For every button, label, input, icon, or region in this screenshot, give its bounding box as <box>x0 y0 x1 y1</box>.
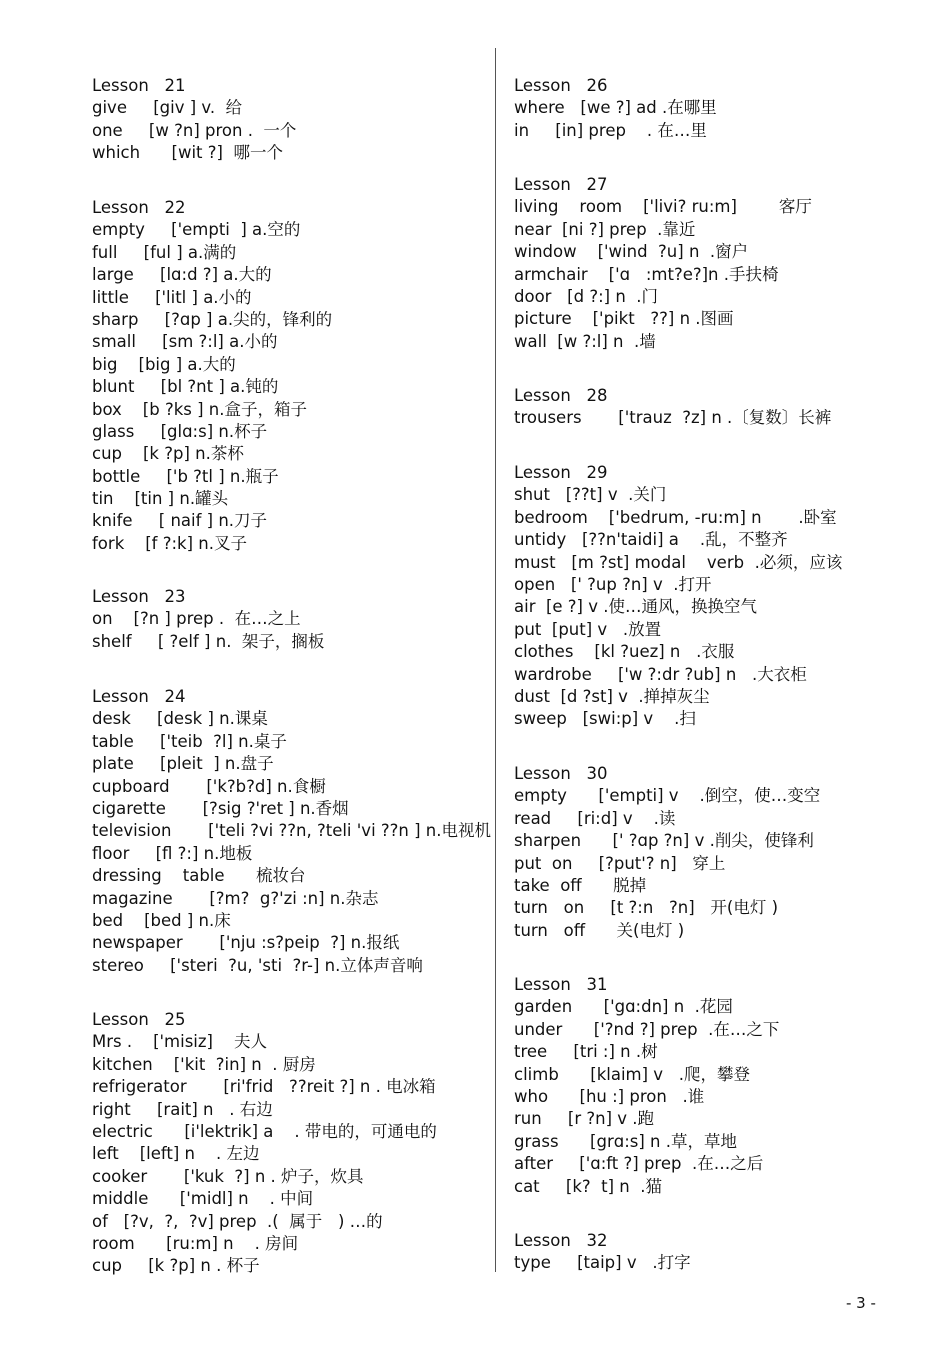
vocab-entry: untidy [??n'taidi] a .乱，不整齐 <box>514 530 788 550</box>
vocab-entry: stereo ['steri ?u, 'sti ?r-] n.立体声音响 <box>92 955 423 975</box>
vocab-entry: glass [glɑ:s] n.杯子 <box>92 421 268 441</box>
vocab-entry: turn on [t ?:n ?n] 开(电灯 ) <box>514 898 779 918</box>
lesson-title: Lesson 23 <box>92 587 186 606</box>
vocab-entry: after ['ɑ:ft ?] prep .在…之后 <box>514 1154 764 1174</box>
lesson-title: Lesson 21 <box>92 76 186 95</box>
vocab-entry: television ['teli ?vi ??n, ?teli 'vi ??n ] n.电视机 <box>92 821 491 841</box>
vocab-entry: electric [i'lektrik] a . 带电的，可通电的 <box>92 1121 437 1141</box>
vocab-entry: under ['?nd ?] prep .在…之下 <box>514 1019 780 1039</box>
vocab-entry: open [' ?up ?n] v .打开 <box>514 574 712 594</box>
lesson-title: Lesson 22 <box>92 198 186 217</box>
lesson-title: Lesson 24 <box>92 687 186 706</box>
vocab-entry: garden ['gɑ:dn] n .花园 <box>514 997 733 1017</box>
column-divider <box>495 48 496 1272</box>
vocab-entry: in [in] prep . 在…里 <box>514 120 707 140</box>
lesson-block <box>92 686 491 977</box>
lesson-block <box>514 75 934 142</box>
vocab-entry: give [giv ] v. 给 <box>92 98 243 118</box>
vocab-entry: box [b ?ks ] n.盒子，箱子 <box>92 399 307 419</box>
vocab-entry: near [ni ?] prep .靠近 <box>514 219 696 239</box>
vocab-entry: knife [ naif ] n.刀子 <box>92 511 268 531</box>
vocab-entry: plate [pleit ] n.盘子 <box>92 754 274 774</box>
vocab-entry: tin [tin ] n.罐头 <box>92 489 229 509</box>
lesson-title: Lesson 31 <box>514 975 608 994</box>
lesson-title: Lesson 26 <box>514 76 608 95</box>
vocab-entry: big [big ] a.大的 <box>92 354 236 374</box>
vocab-entry: blunt [bl ?nt ] a.钝的 <box>92 377 279 397</box>
vocab-entry: bed [bed ] n.床 <box>92 910 231 930</box>
lesson-title: Lesson 29 <box>514 463 608 482</box>
lesson-block <box>514 763 934 942</box>
vocab-entry: Mrs . ['misiz] 夫人 <box>92 1032 267 1052</box>
vocab-entry: sharp [?ɑp ] a.尖的，锋利的 <box>92 309 333 329</box>
vocab-entry: large [lɑ:d ?] a.大的 <box>92 265 272 285</box>
vocab-entry: empty ['empti ] a.空的 <box>92 220 301 240</box>
vocab-entry: cigarette [?sig ?'ret ] n.香烟 <box>92 798 349 818</box>
vocab-entry: kitchen ['kit ?in] n . 厨房 <box>92 1054 316 1074</box>
vocab-entry: table ['teib ?l] n.桌子 <box>92 731 287 751</box>
vocab-entry: wardrobe ['w ?:dr ?ub] n .大衣柜 <box>514 664 807 684</box>
vocab-entry: on [?n ] prep . 在…之上 <box>92 609 301 629</box>
vocab-entry: picture ['pikt ??] n .图画 <box>514 309 734 329</box>
vocab-entry: tree [tri :] n .树 <box>514 1042 658 1062</box>
lesson-block <box>92 197 487 555</box>
vocab-entry: run [r ?n] v .跑 <box>514 1109 655 1129</box>
vocab-entry: empty ['empti] v .倒空，使…变空 <box>514 786 821 806</box>
vocab-entry: sharpen [' ?ɑp ?n] v .削尖，使锋利 <box>514 831 814 851</box>
vocab-entry: cup [k ?p] n . 杯子 <box>92 1256 260 1276</box>
vocab-entry: door [d ?:] n .门 <box>514 286 659 306</box>
vocab-entry: little ['litl ] a.小的 <box>92 287 252 307</box>
lesson-block <box>514 385 934 430</box>
vocab-entry: turn off 关(电灯 ) <box>514 920 685 940</box>
lesson-block <box>92 1009 487 1278</box>
vocab-entry: put [put] v .放置 <box>514 619 662 639</box>
vocab-entry: wall [w ?:l] n .墙 <box>514 331 656 351</box>
vocab-entry: climb [klaim] v .爬，攀登 <box>514 1064 751 1084</box>
lesson-block <box>514 174 934 353</box>
lesson-block <box>92 586 487 653</box>
vocab-entry: clothes [kl ?uez] n .衣服 <box>514 642 735 662</box>
vocab-entry: left [left] n . 左边 <box>92 1144 260 1164</box>
lesson-block <box>514 1230 934 1275</box>
vocab-entry: type [taip] v .打字 <box>514 1253 691 1273</box>
vocab-entry: full [ful ] a.满的 <box>92 242 237 262</box>
vocab-entry: dust [d ?st] v .掸掉灰尘 <box>514 686 710 706</box>
vocab-entry: middle ['midl] n . 中间 <box>92 1189 314 1209</box>
vocab-entry: trousers ['trauz ?z] n .〔复数〕长裤 <box>514 408 832 428</box>
vocab-entry: window ['wind ?u] n .窗户 <box>514 242 749 262</box>
vocab-entry: small [sm ?:l] a.小的 <box>92 332 278 352</box>
vocab-entry: take off 脱掉 <box>514 875 647 895</box>
vocab-entry: right [rait] n . 右边 <box>92 1099 273 1119</box>
vocab-entry: shelf [ ?elf ] n. 架子，搁板 <box>92 631 325 651</box>
vocab-entry: magazine [?m? g?'zi :n] n.杂志 <box>92 888 379 908</box>
vocab-entry: one [w ?n] pron . 一个 <box>92 120 297 140</box>
vocab-entry: floor [fl ?:] n.地板 <box>92 843 253 863</box>
lesson-title: Lesson 25 <box>92 1010 186 1029</box>
vocab-entry: air [e ?] v .使…通风，换换空气 <box>514 597 757 617</box>
vocab-entry: cupboard ['k?b?d] n.食橱 <box>92 776 326 796</box>
lesson-block <box>92 75 487 165</box>
vocab-entry: fork [f ?:k] n.叉子 <box>92 533 247 553</box>
vocab-entry: shut [??t] v .关门 <box>514 485 667 505</box>
vocab-entry: cat [k? t] n .猫 <box>514 1176 662 1196</box>
vocab-entry: living room ['livi? ru:m] 客厅 <box>514 197 812 217</box>
lesson-title: Lesson 30 <box>514 764 608 783</box>
vocab-entry: must [m ?st] modal verb .必须，应该 <box>514 552 843 572</box>
vocab-entry: cup [k ?p] n.茶杯 <box>92 444 244 464</box>
vocab-entry: refrigerator [ri'frid ??reit ?] n . 电冰箱 <box>92 1077 436 1097</box>
vocab-entry: where [we ?] ad .在哪里 <box>514 98 717 118</box>
vocab-entry: room [ru:m] n . 房间 <box>92 1233 299 1253</box>
vocab-entry: bottle ['b ?tl ] n.瓶子 <box>92 466 279 486</box>
vocab-entry: grass [grɑ:s] n .草，草地 <box>514 1131 737 1151</box>
vocab-entry: which [wit ?] 哪一个 <box>92 143 283 163</box>
vocab-entry: put on [?put'? n] 穿上 <box>514 853 726 873</box>
lesson-block <box>514 974 934 1198</box>
vocab-entry: cooker ['kuk ?] n . 炉子，炊具 <box>92 1166 364 1186</box>
lesson-title: Lesson 32 <box>514 1231 608 1250</box>
vocab-entry: sweep [swi:p] v .扫 <box>514 709 696 729</box>
lesson-title: Lesson 28 <box>514 386 608 405</box>
page-number: - 3 - <box>846 1294 876 1312</box>
lesson-block <box>514 462 934 731</box>
vocab-entry: armchair ['ɑ :mt?e?]n .手扶椅 <box>514 264 779 284</box>
vocab-entry: newspaper ['nju :s?peip ?] n.报纸 <box>92 933 400 953</box>
vocab-entry: desk [desk ] n.课桌 <box>92 709 268 729</box>
vocab-entry: who [hu :] pron .谁 <box>514 1086 705 1106</box>
vocab-entry: read [ri:d] v .读 <box>514 808 676 828</box>
vocab-entry: of [?v, ?, ?v] prep .( 属于 ) …的 <box>92 1211 383 1231</box>
vocab-entry: dressing table 梳妆台 <box>92 866 306 886</box>
lesson-title: Lesson 27 <box>514 175 608 194</box>
vocab-entry: bedroom ['bedrum, -ru:m] n .卧室 <box>514 507 837 527</box>
